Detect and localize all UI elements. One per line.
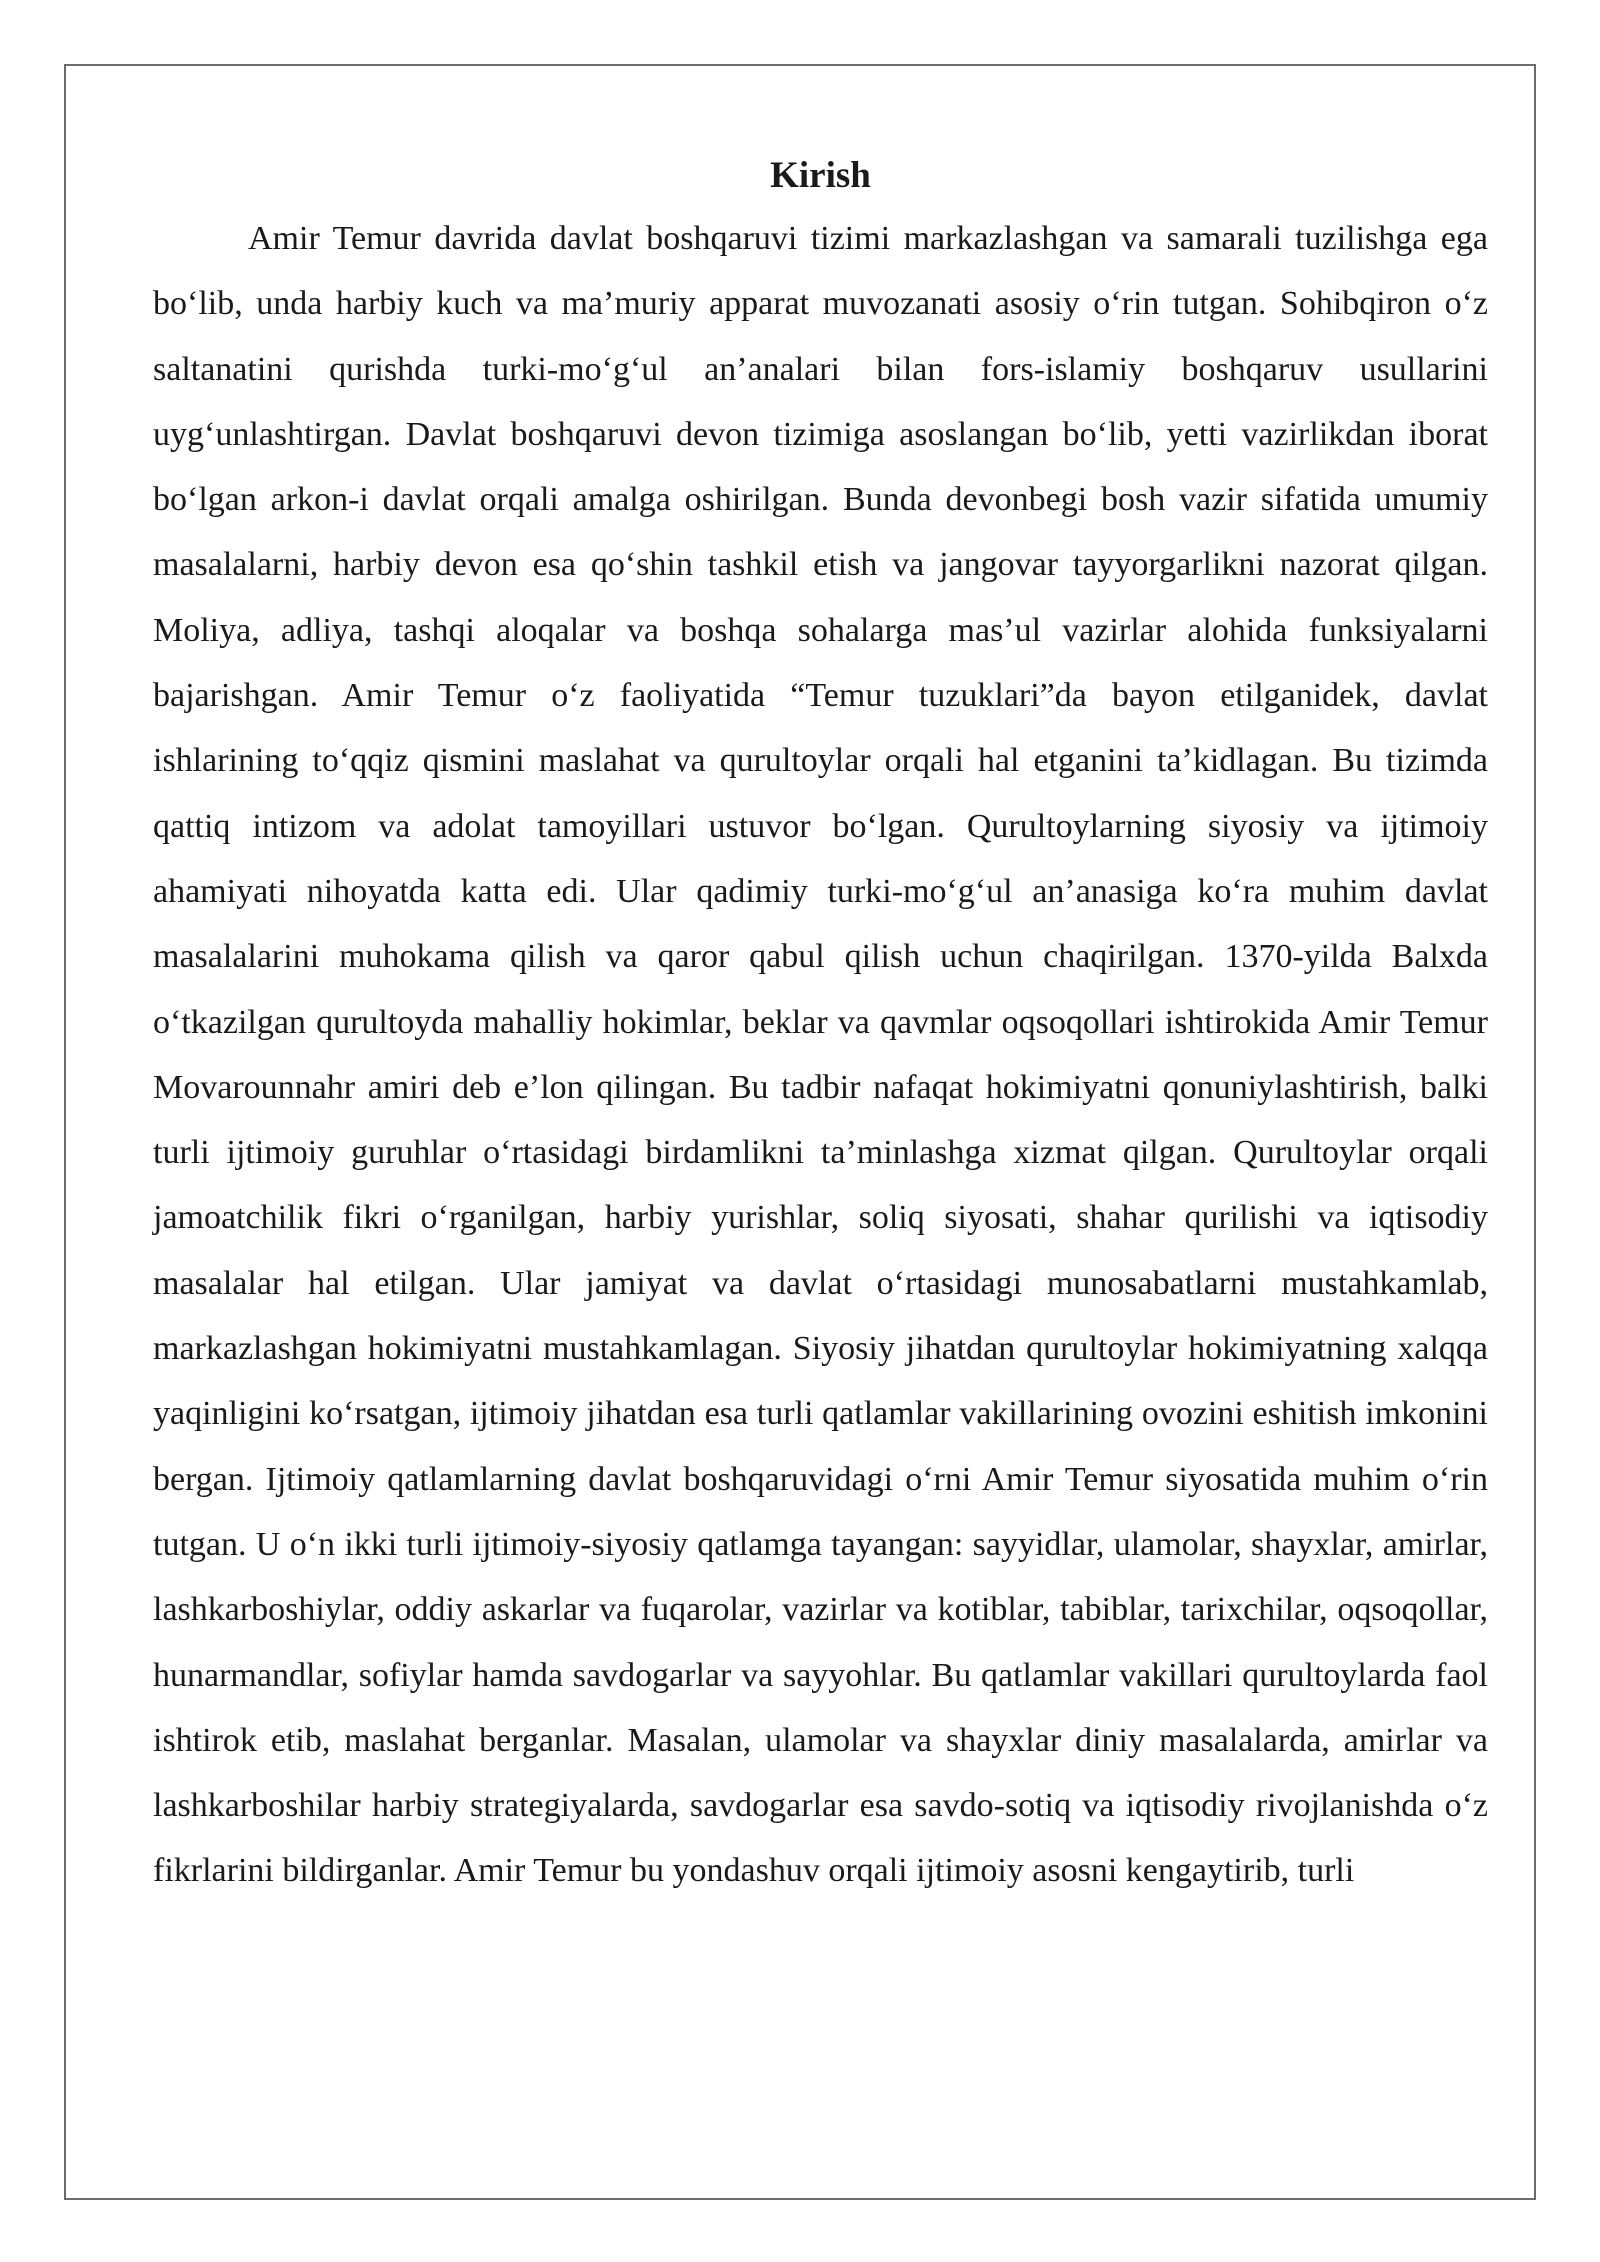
body-paragraph: Amir Temur davrida davlat boshqaruvi tizimi markazlashgan va samarali tuzilishga ega bo‘lib, unda harbiy kuch va ma’muriy apparat muvozanati asosiy o‘rin tutgan. Sohibqiron o‘z saltanatini qurishda turki-mo‘g‘ul an’analari bilan fors-islamiy boshqaruv usullarini uyg‘unlashtirgan. Davlat boshqaruvi devon tizimiga asoslangan bo‘lib, yetti vazirlikdan iborat bo‘lgan arkon-i davlat orqali amalga oshirilgan. Bunda devonbegi bosh vazir sifatida umumiy masalalarni, harbiy devon esa qo‘shin tashkil etish va jangovar tayyorgarlikni nazorat qilgan. Moliya, adliya, tashqi aloqalar va boshqa sohalarga mas’ul vazirlar alohida funksiyalarni bajarishgan. Amir Temur o‘z faoliyatida “Temur tuzuklari”da bayon etilganidek, davlat ishlarining to‘qqiz qismini maslahat va qurultoylar orqali hal etganini ta’kidlagan. Bu tizimda qattiq intizom va adolat tamoyillari ustuvor bo‘lgan. Qurultoylarning siyosiy va ijtimoiy ahamiyati nihoyatda katta edi. Ular qadimiy turki-mo‘g‘ul an’anasiga ko‘ra muhim davlat masalalarini muhokama qilish va qaror qabul qilish uchun chaqirilgan. 1370-yilda Balxda o‘tkazilgan qurultoyda mahalliy hokimlar, beklar va qavmlar oqsoqollari ishtirokida Amir Temur Movarounnahr amiri deb e’lon qilingan. Bu tadbir nafaqat hokimiyatni qonuniylashtirish, balki turli ijtimoiy guruhlar o‘rtasidagi birdamlikni ta’minlashga xizmat qilgan. Qurultoylar orqali jamoatchilik fikri o‘rganilgan, harbiy yurishlar, soliq siyosati, shahar qurilishi va iqtisodiy masalalar hal etilgan. Ular jamiyat va davlat o‘rtasidagi munosabatlarni mustahkamlab, markazlashgan hokimiyatni mustahkamlagan. Siyosiy jihatdan qurultoylar hokimiyatning xalqqa yaqinligini ko‘rsatgan, ijtimoiy jihatdan esa turli qatlamlar vakillarining ovozini eshitish imkonini bergan. Ijtimoiy qatlamlarning davlat boshqaruvidagi o‘rni Amir Temur siyosatida muhim o‘rin tutgan. U o‘n ikki turli ijtimoiy-siyosiy qatlamga tayangan: sayyidlar, ulamolar, shayxlar, amirlar, lashkarboshiylar, oddiy askarlar va fuqarolar, vazirlar va kotiblar, tabiblar, tarixchilar, oqsoqollar, hunarmandlar, sofiylar hamda savdogarlar va sayyohlar. Bu qatlamlar vakillari qurultoylarda faol ishtirok etib, maslahat berganlar. Masalan, ulamolar va shayxlar diniy masalalarda, amirlar va lashkarboshilar harbiy strategiyalarda, savdogarlar esa savdo-sotiq va iqtisodiy rivojlanishda o‘z fikrlarini bildirganlar. Amir Temur bu yondashuv orqali ijtimoiy asosni kengaytirib, turli (153, 220, 1488, 1890)
section-heading: Kirish (770, 155, 871, 196)
page-content (153, 146, 1488, 1904)
